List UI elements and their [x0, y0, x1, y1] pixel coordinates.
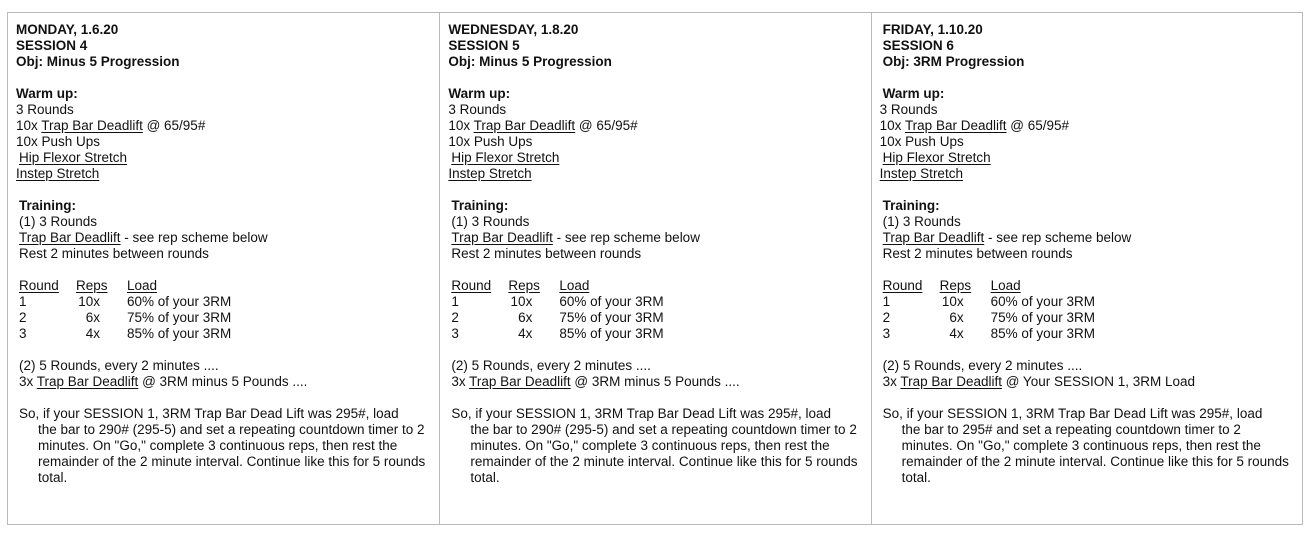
training-rest: Rest 2 minutes between rounds — [451, 246, 642, 261]
hip-flexor-stretch-link[interactable]: Hip Flexor Stretch — [451, 150, 560, 165]
training-deadlift-line: Trap Bar Deadlift - see rep scheme below — [19, 230, 268, 245]
warmup-title: Warm up: — [16, 86, 78, 101]
training-deadlift-line: Trap Bar Deadlift - see rep scheme below — [451, 230, 700, 245]
trap-bar-deadlift-link[interactable]: Trap Bar Deadlift — [900, 374, 1002, 389]
training-title: Training: — [882, 198, 940, 213]
trap-bar-deadlift-link[interactable]: Trap Bar Deadlift — [36, 374, 139, 389]
rep-table-row: 1 10x 60% of your 3RM — [882, 294, 1095, 309]
warmup-rounds: 3 Rounds — [16, 102, 74, 117]
warmup-title: Warm up: — [882, 86, 945, 101]
session-heading: SESSION 6 — [882, 38, 954, 53]
warmup-rounds: 3 Rounds — [879, 102, 938, 117]
rep-table-row: 1 10x 60% of your 3RM — [19, 294, 232, 309]
part2-rounds: (2) 5 Rounds, every 2 minutes .... — [451, 358, 651, 373]
objective-heading: Obj: Minus 5 Progression — [16, 54, 180, 69]
training-rounds: (1) 3 Rounds — [19, 214, 98, 229]
training-title: Training: — [451, 198, 509, 213]
instep-stretch-link[interactable]: Instep Stretch — [448, 166, 532, 181]
part2-rounds: (2) 5 Rounds, every 2 minutes .... — [882, 358, 1083, 373]
instep-stretch-link[interactable]: Instep Stretch — [879, 166, 963, 181]
training-rest: Rest 2 minutes between rounds — [19, 246, 209, 261]
warmup-line-deadlift: 10x Trap Bar Deadlift @ 65/95# — [448, 118, 638, 133]
instruction-paragraph: So, if your SESSION 1, 3RM Trap Bar Dead Lift was 295#, load the bar to 290# (295-5) and set a repeating countdown timer to 2 minutes. On "Go," complete 3 continuous reps, then rest the remainder of the 2 minute interval. Continue like this for 5 rounds total. — [19, 406, 426, 485]
session-column-friday — [871, 13, 1302, 524]
warmup-title: Warm up: — [448, 86, 511, 101]
rep-table-row: 2 6x 75% of your 3RM — [882, 310, 1095, 325]
session-heading: SESSION 4 — [16, 38, 88, 53]
warmup-line-pushups: 10x Push Ups — [448, 134, 533, 149]
rep-table-header: Round Reps Load — [882, 278, 1021, 293]
part2-deadlift-line: 3x Trap Bar Deadlift @ Your SESSION 1, 3RM Load — [882, 374, 1196, 389]
rep-table-row: 1 10x 60% of your 3RM — [451, 294, 664, 309]
hip-flexor-stretch-link[interactable]: Hip Flexor Stretch — [19, 150, 128, 165]
warmup-rounds: 3 Rounds — [448, 102, 507, 117]
rep-table-row: 2 6x 75% of your 3RM — [451, 310, 664, 325]
part2-rounds: (2) 5 Rounds, every 2 minutes .... — [19, 358, 219, 373]
trap-bar-deadlift-link[interactable]: Trap Bar Deadlift — [19, 230, 121, 245]
schedule-table — [7, 12, 1303, 525]
rep-table-header: Round Reps Load — [451, 278, 590, 293]
rep-table-header: Round Reps Load — [19, 278, 158, 293]
hip-flexor-stretch-link[interactable]: Hip Flexor Stretch — [882, 150, 991, 165]
warmup-line-pushups: 10x Push Ups — [16, 134, 101, 149]
trap-bar-deadlift-link[interactable]: Trap Bar Deadlift — [882, 230, 985, 245]
rep-table-row: 3 4x 85% of your 3RM — [451, 326, 664, 341]
instruction-paragraph: So, if your SESSION 1, 3RM Trap Bar Dead Lift was 295#, load the bar to 290# (295-5) and set a repeating countdown timer to 2 minutes. On "Go," complete 3 continuous reps, then rest the remainder of the 2 minute interval. Continue like this for 5 rounds total. — [451, 406, 858, 485]
trap-bar-deadlift-link[interactable]: Trap Bar Deadlift — [473, 118, 576, 133]
trap-bar-deadlift-link[interactable]: Trap Bar Deadlift — [469, 374, 571, 389]
warmup-line-deadlift: 10x Trap Bar Deadlift @ 65/95# — [16, 118, 206, 133]
rep-table-row: 3 4x 85% of your 3RM — [882, 326, 1095, 341]
training-rest: Rest 2 minutes between rounds — [882, 246, 1073, 261]
session-column-wednesday — [439, 13, 870, 524]
rep-table-row: 2 6x 75% of your 3RM — [19, 310, 232, 325]
trap-bar-deadlift-link[interactable]: Trap Bar Deadlift — [904, 118, 1007, 133]
part2-deadlift-line: 3x Trap Bar Deadlift @ 3RM minus 5 Pounds .... — [451, 374, 740, 389]
session-column-monday — [8, 13, 439, 524]
trap-bar-deadlift-link[interactable]: Trap Bar Deadlift — [451, 230, 553, 245]
warmup-line-pushups: 10x Push Ups — [879, 134, 964, 149]
objective-heading: Obj: 3RM Progression — [882, 54, 1025, 69]
training-deadlift-line: Trap Bar Deadlift - see rep scheme below — [882, 230, 1132, 245]
day-heading: FRIDAY, 1.10.20 — [882, 22, 983, 37]
day-heading: WEDNESDAY, 1.8.20 — [448, 22, 579, 37]
training-title: Training: — [19, 198, 76, 213]
warmup-line-deadlift: 10x Trap Bar Deadlift @ 65/95# — [879, 118, 1069, 133]
day-heading: MONDAY, 1.6.20 — [16, 22, 119, 37]
instruction-paragraph: So, if your SESSION 1, 3RM Trap Bar Dead Lift was 295#, load the bar to 295# and set a repeating countdown timer to 2 minutes. On "Go," complete 3 continuous reps, then rest the remainder of the 2 minute interval. Continue like this for 5 rounds total. — [882, 406, 1289, 485]
objective-heading: Obj: Minus 5 Progression — [448, 54, 612, 69]
trap-bar-deadlift-link[interactable]: Trap Bar Deadlift — [41, 118, 143, 133]
training-rounds: (1) 3 Rounds — [451, 214, 530, 229]
session-heading: SESSION 5 — [448, 38, 520, 53]
instep-stretch-link[interactable]: Instep Stretch — [16, 166, 100, 181]
rep-table-row: 3 4x 85% of your 3RM — [19, 326, 232, 341]
part2-deadlift-line: 3x Trap Bar Deadlift @ 3RM minus 5 Pounds .... — [19, 374, 308, 389]
training-rounds: (1) 3 Rounds — [882, 214, 961, 229]
